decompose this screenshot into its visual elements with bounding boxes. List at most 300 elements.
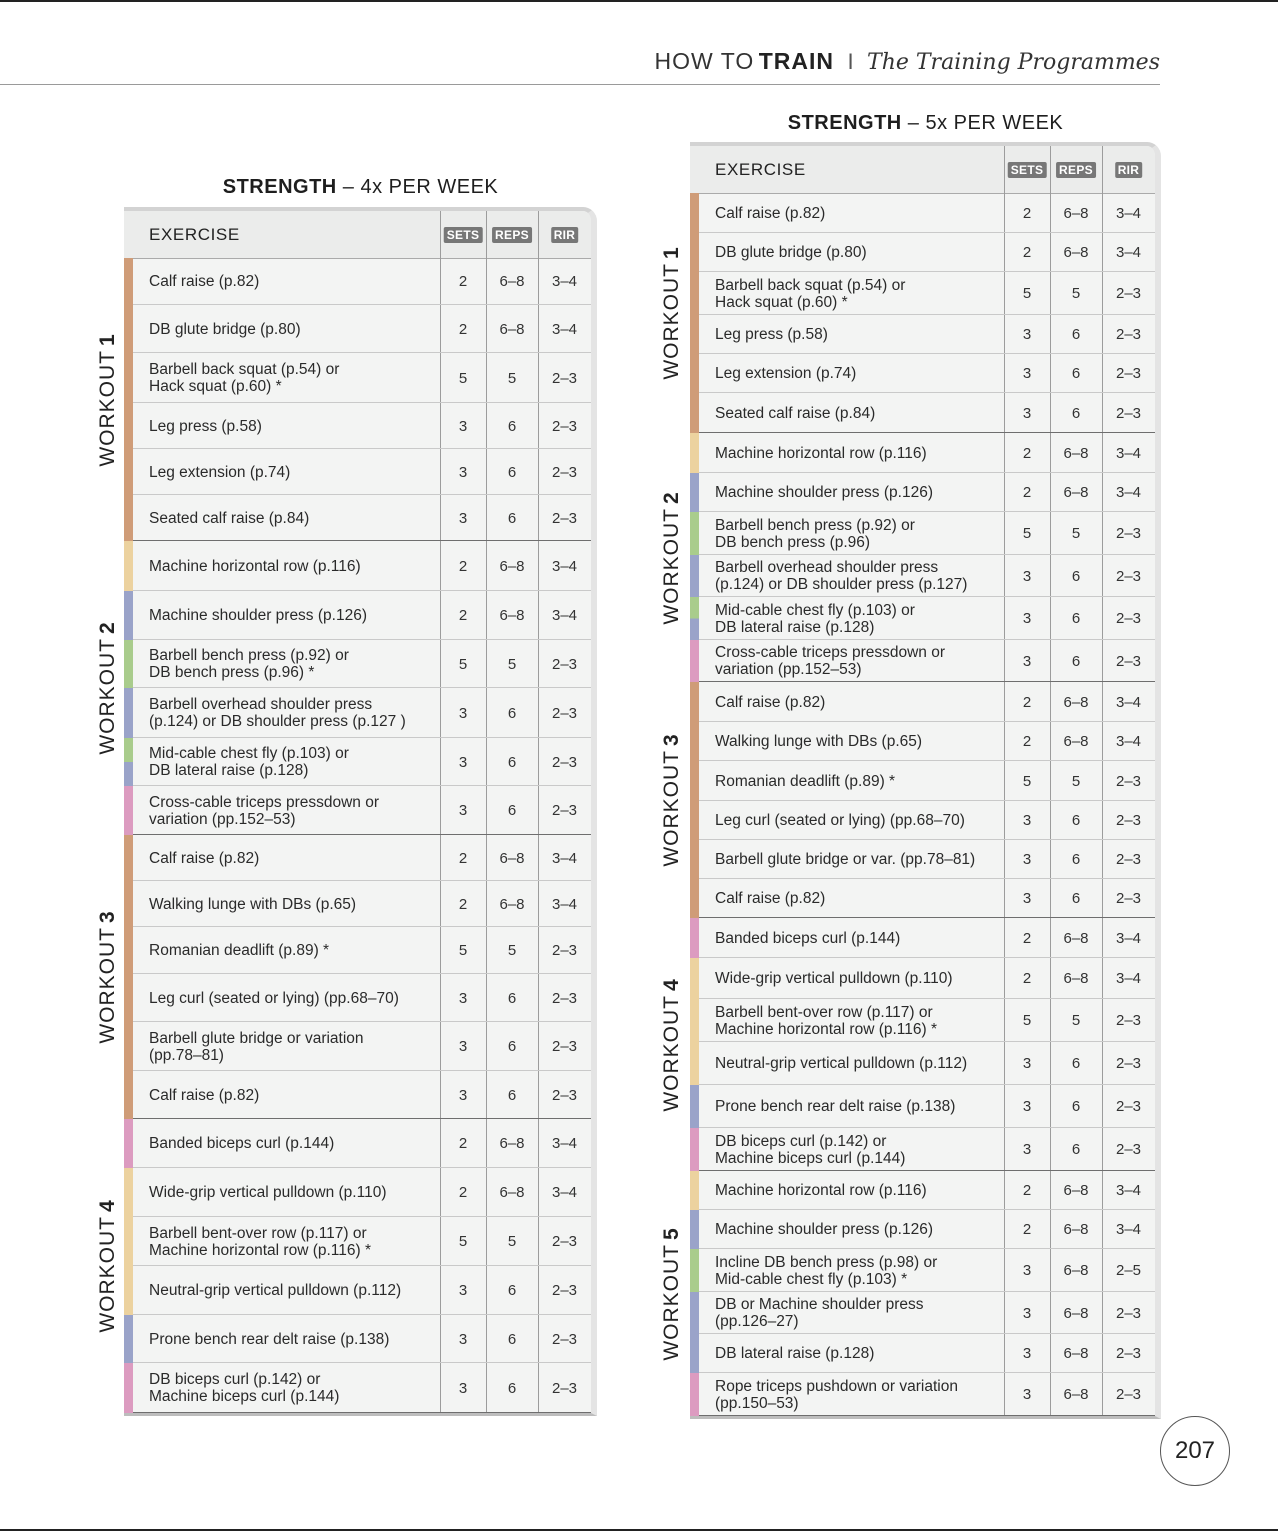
exercise-name: Barbell overhead shoulder press (p.124) or DB shoulder press (p.127) (715, 559, 968, 593)
rir-value: 2–3 (1115, 285, 1142, 302)
exercise-name: Machine horizontal row (p.116) (715, 1182, 927, 1199)
table-row (124, 353, 591, 403)
rir-value: 3–4 (551, 1135, 578, 1152)
sets-value: 3 (458, 1379, 468, 1397)
sets-value: 3 (1022, 365, 1032, 382)
sets-value: 5 (458, 942, 468, 959)
category-color-bar (124, 591, 133, 640)
category-color-bar (690, 1334, 699, 1373)
exercise-name: DB glute bridge (p.80) (715, 244, 867, 261)
reps-value: 5 (507, 1233, 517, 1250)
category-color-bar (124, 1168, 133, 1217)
workout-label-number: 4 (660, 977, 683, 991)
rir-value: 2–3 (1115, 326, 1142, 343)
column-divider (1102, 1373, 1103, 1416)
column-divider (1050, 840, 1051, 879)
table-row (690, 1292, 1155, 1334)
reps-value: 6 (1071, 326, 1081, 343)
table-row (690, 315, 1155, 354)
top-rule (0, 0, 1278, 2)
category-color-bar (124, 738, 133, 786)
rir-value: 2–5 (1115, 1262, 1142, 1279)
reps-value: 5 (1071, 1012, 1081, 1029)
category-color-bar (124, 1315, 133, 1363)
exercise-name: Barbell back squat (p.54) or Hack squat (p.60) * (715, 276, 906, 311)
header-reps-badge: REPS (1056, 162, 1096, 178)
workout-label-word: WORKOUT (660, 750, 683, 867)
column-divider (440, 1217, 441, 1266)
column-divider (1102, 918, 1103, 958)
table-row (124, 591, 591, 640)
column-divider (1050, 597, 1051, 640)
header-section: HOW TO (654, 48, 755, 74)
column-divider (440, 211, 441, 258)
column-divider (1004, 315, 1005, 354)
workout-3-label (96, 910, 120, 1043)
workout-label-number: 3 (96, 910, 119, 924)
sets-value: 3 (458, 463, 468, 481)
column-divider (1050, 761, 1051, 801)
table-row (690, 801, 1155, 840)
workout-4-label (96, 1199, 120, 1332)
exercise-name: Barbell back squat (p.54) or Hack squat (p.60) * (149, 361, 340, 395)
column-divider (440, 927, 441, 974)
category-color-bar (690, 433, 699, 473)
table-header (124, 211, 591, 259)
column-divider (486, 495, 487, 541)
column-divider (486, 403, 487, 449)
column-divider (486, 927, 487, 974)
column-divider (1050, 682, 1051, 722)
column-divider (1004, 1171, 1005, 1210)
workout-label-number: 3 (660, 733, 683, 747)
column-divider (1102, 1249, 1103, 1292)
table-row (124, 1315, 591, 1363)
exercise-name: Wide-grip vertical pulldown (p.110) (715, 970, 953, 987)
column-divider (1004, 640, 1005, 682)
column-divider (538, 1363, 539, 1413)
reps-value: 5 (507, 655, 517, 673)
workout-label-number: 2 (660, 490, 683, 504)
exercise-name: Cross-cable triceps pressdown or variation (pp.152–53) (149, 793, 380, 828)
column-divider (486, 881, 487, 927)
workout-label-word: WORKOUT (96, 927, 119, 1044)
rir-value: 3–4 (1115, 693, 1142, 711)
column-divider (1102, 315, 1103, 354)
column-divider (1050, 1128, 1051, 1171)
rir-value: 3–4 (1115, 244, 1142, 261)
reps-value: 6–8 (1063, 1345, 1089, 1362)
exercise-name: Banded biceps curl (p.144) (715, 929, 901, 947)
column-divider (1050, 233, 1051, 272)
program-title-bold: STRENGTH (787, 112, 902, 134)
column-divider (1102, 233, 1103, 272)
column-divider (538, 927, 539, 974)
column-divider (486, 688, 487, 738)
column-divider (440, 881, 441, 927)
exercise-name: Machine shoulder press (p.126) (715, 484, 933, 501)
rir-value: 2–3 (1115, 610, 1142, 627)
sets-value: 3 (1022, 1141, 1032, 1158)
rir-value: 2–3 (1115, 890, 1142, 907)
category-color-bar (690, 682, 699, 722)
column-divider (1004, 999, 1005, 1042)
column-divider (1050, 1249, 1051, 1292)
column-divider (440, 640, 441, 688)
category-color-bar (690, 722, 699, 761)
table-row (124, 1022, 591, 1071)
reps-value: 6 (1071, 610, 1081, 627)
column-divider (440, 1266, 441, 1315)
column-divider (1004, 272, 1005, 315)
sets-value: 5 (1022, 525, 1032, 542)
sets-value: 3 (1022, 851, 1032, 868)
column-divider (1102, 682, 1103, 722)
category-color-bar (690, 1128, 699, 1171)
column-divider (486, 974, 487, 1022)
exercise-name: Leg press (p.58) (149, 417, 262, 435)
table-row (124, 640, 591, 688)
category-color-bar (124, 786, 133, 835)
column-divider (486, 353, 487, 403)
category-color-bar (690, 1085, 699, 1128)
program-title-frequency: – 4x PER WEEK (336, 176, 499, 198)
exercise-name: Calf raise (p.82) (149, 1086, 260, 1104)
column-divider (440, 1022, 441, 1071)
workout-label-word: WORKOUT (660, 263, 683, 380)
reps-value: 6 (507, 704, 517, 722)
column-divider (1004, 840, 1005, 879)
exercise-name: Calf raise (p.82) (149, 273, 260, 290)
table-row (690, 512, 1155, 555)
column-divider (1102, 512, 1103, 555)
program-title-frequency: – 5x PER WEEK (901, 112, 1064, 134)
rir-value: 3–4 (551, 607, 578, 624)
sets-value: 3 (458, 509, 468, 527)
sets-value: 2 (458, 895, 468, 913)
sets-value: 2 (1022, 1182, 1032, 1199)
category-color-bar (690, 393, 699, 433)
exercise-name: Rope triceps pushdown or variation (pp.150–53) (715, 1377, 958, 1412)
column-divider (1050, 146, 1051, 193)
rir-value: 3–4 (1115, 444, 1142, 462)
column-divider (538, 305, 539, 353)
sets-value: 2 (458, 320, 468, 338)
rir-value: 2–3 (551, 1330, 578, 1348)
reps-value: 6 (507, 1330, 517, 1348)
column-divider (1050, 958, 1051, 999)
exercise-table (690, 142, 1161, 1419)
rir-value: 2–3 (1115, 1098, 1142, 1115)
reps-value: 6–8 (1063, 693, 1089, 711)
rir-value: 3–4 (1115, 204, 1142, 222)
table-row (124, 1168, 591, 1217)
column-divider (486, 1022, 487, 1071)
header-subtitle: The Training Programmes (867, 50, 1160, 75)
column-divider (486, 1363, 487, 1413)
category-color-bar (690, 1042, 699, 1085)
column-divider (1102, 1334, 1103, 1373)
header-rir-badge: RIR (551, 227, 579, 243)
column-divider (538, 786, 539, 835)
table-row (124, 835, 591, 881)
exercise-name: Walking lunge with DBs (p.65) (149, 895, 357, 913)
header-exercise: EXERCISE (715, 159, 806, 179)
table-row (124, 305, 591, 353)
reps-value: 6 (1071, 404, 1081, 422)
exercise-name: Barbell bent-over row (p.117) or Machine horizontal row (p.116) * (715, 1003, 937, 1038)
sets-value: 3 (1022, 404, 1032, 422)
sets-value: 2 (1022, 444, 1032, 462)
table-row (690, 918, 1155, 958)
rir-value: 2–3 (551, 942, 578, 959)
rir-value: 2–3 (551, 417, 578, 435)
rir-value: 2–3 (551, 655, 578, 673)
table-row (690, 640, 1155, 682)
rir-value: 3–4 (551, 273, 578, 290)
category-color-bar (690, 918, 699, 958)
table-row (124, 738, 591, 786)
table-header (690, 146, 1155, 194)
exercise-name: Leg curl (seated or lying) (pp.68–70) (715, 812, 965, 829)
sets-value: 5 (458, 1233, 468, 1250)
column-divider (1102, 354, 1103, 393)
column-divider (1004, 393, 1005, 433)
sets-value: 3 (458, 1038, 468, 1055)
column-divider (486, 449, 487, 495)
reps-value: 6–8 (1063, 204, 1089, 222)
sets-value: 2 (1022, 484, 1032, 501)
program-title (124, 176, 597, 199)
category-color-bar (690, 597, 699, 640)
category-color-bar (124, 1022, 133, 1071)
sets-value: 3 (1022, 652, 1032, 670)
reps-value: 6–8 (499, 849, 525, 867)
column-divider (440, 1168, 441, 1217)
reps-value: 5 (1071, 772, 1081, 790)
rir-value: 3–4 (551, 895, 578, 913)
reps-value: 6–8 (499, 557, 525, 575)
column-divider (1004, 761, 1005, 801)
column-divider (1004, 146, 1005, 193)
exercise-name: DB or Machine shoulder press (pp.126–27) (715, 1296, 924, 1330)
category-color-bar (124, 1217, 133, 1266)
sets-value: 2 (1022, 929, 1032, 947)
exercise-name: Neutral-grip vertical pulldown (p.112) (715, 1055, 968, 1072)
category-color-bar (124, 305, 133, 353)
rir-value: 2–3 (1115, 567, 1142, 585)
workout-2-label (96, 621, 120, 754)
column-divider (538, 835, 539, 881)
sets-value: 3 (1022, 1386, 1032, 1403)
column-divider (1050, 555, 1051, 597)
reps-value: 6 (507, 463, 517, 481)
column-divider (538, 1071, 539, 1119)
column-divider (1004, 801, 1005, 840)
category-color-bar (124, 449, 133, 495)
workout-1-label (660, 246, 684, 379)
rir-value: 2–3 (551, 463, 578, 481)
column-divider (1050, 193, 1051, 233)
reps-value: 6 (507, 1086, 517, 1104)
rir-value: 3–4 (551, 557, 578, 575)
exercise-name: DB lateral raise (p.128) (715, 1345, 875, 1362)
table-row (690, 597, 1155, 640)
exercise-name: Barbell glute bridge or var. (pp.78–81) (715, 851, 976, 868)
exercise-name: Neutral-grip vertical pulldown (p.112) (149, 1282, 402, 1299)
exercise-name: DB biceps curl (p.142) or Machine biceps curl (p.144) (715, 1132, 906, 1167)
reps-value: 6–8 (1063, 244, 1089, 261)
table-row (690, 761, 1155, 801)
category-color-bar (124, 541, 133, 591)
category-color-bar (690, 1373, 699, 1416)
sets-value: 5 (1022, 1012, 1032, 1029)
column-divider (538, 403, 539, 449)
rir-value: 2–3 (551, 509, 578, 527)
workout-label-word: WORKOUT (660, 507, 683, 625)
reps-value: 6–8 (1063, 1182, 1089, 1199)
table-row (124, 258, 591, 305)
column-divider (1004, 1373, 1005, 1416)
sets-value: 3 (1022, 1055, 1032, 1072)
rir-value: 3–4 (1115, 929, 1142, 947)
rir-value: 2–3 (1115, 772, 1142, 790)
workout-label-number: 5 (660, 1226, 683, 1240)
column-divider (440, 1315, 441, 1363)
column-divider (1102, 1085, 1103, 1128)
header-sets-badge: SETS (444, 227, 483, 243)
category-color-bar (690, 801, 699, 840)
workout-label-number: 1 (660, 246, 683, 260)
table-row (690, 193, 1155, 233)
exercise-name: Incline DB bench press (p.98) or Mid-cable chest fly (p.103) * (715, 1253, 938, 1288)
exercise-name: Leg extension (p.74) (715, 365, 857, 382)
category-color-bar (690, 354, 699, 393)
table-row (124, 1119, 591, 1168)
rir-value: 2–3 (551, 1282, 578, 1299)
workout-label-number: 2 (96, 621, 119, 635)
rir-value: 3–4 (1115, 733, 1142, 750)
column-divider (538, 688, 539, 738)
reps-value: 6 (507, 509, 517, 527)
exercise-name: Barbell glute bridge or variation (pp.78–81) (149, 1029, 364, 1064)
column-divider (538, 881, 539, 927)
reps-value: 6 (507, 802, 517, 819)
reps-value: 6–8 (499, 1184, 525, 1201)
column-divider (538, 1266, 539, 1315)
column-divider (1102, 555, 1103, 597)
column-divider (1004, 682, 1005, 722)
reps-value: 6–8 (1063, 970, 1089, 987)
exercise-name: Machine horizontal row (p.116) (149, 557, 361, 575)
column-divider (538, 1217, 539, 1266)
reps-value: 6–8 (1063, 929, 1089, 947)
column-divider (486, 541, 487, 591)
exercise-name: Prone bench rear delt raise (p.138) (149, 1330, 390, 1348)
table-row (690, 433, 1155, 473)
exercise-name: Cross-cable triceps pressdown or variation (pp.152–53) (715, 644, 946, 678)
column-divider (440, 974, 441, 1022)
table-row (690, 958, 1155, 999)
column-divider (486, 1168, 487, 1217)
sets-value: 3 (1022, 610, 1032, 627)
column-divider (486, 786, 487, 835)
reps-value: 6 (507, 1379, 517, 1397)
sets-value: 2 (1022, 970, 1032, 987)
column-divider (1050, 1373, 1051, 1416)
header-section-bold: TRAIN (758, 48, 834, 74)
reps-value: 6 (1071, 851, 1081, 868)
column-divider (1050, 473, 1051, 512)
rir-value: 2–3 (1115, 1012, 1142, 1029)
column-divider (1102, 879, 1103, 918)
column-divider (538, 495, 539, 541)
rir-value: 3–4 (551, 849, 578, 867)
exercise-name: Banded biceps curl (p.144) (149, 1135, 335, 1152)
column-divider (1050, 272, 1051, 315)
column-divider (486, 1119, 487, 1168)
column-divider (440, 688, 441, 738)
column-divider (1102, 761, 1103, 801)
column-divider (486, 211, 487, 258)
exercise-name: Barbell overhead shoulder press (p.124) or DB shoulder press (p.127 ) (149, 696, 406, 730)
category-color-bar (690, 640, 699, 682)
column-divider (1004, 354, 1005, 393)
rir-value: 2–3 (551, 802, 578, 819)
column-divider (1102, 473, 1103, 512)
reps-value: 6 (507, 1038, 517, 1055)
reps-value: 6 (1071, 1055, 1081, 1072)
sets-value: 3 (1022, 890, 1032, 907)
column-divider (1004, 433, 1005, 473)
table-row (124, 688, 591, 738)
row-divider (699, 1415, 1155, 1417)
sets-value: 3 (458, 704, 468, 722)
column-divider (1004, 1210, 1005, 1249)
column-divider (440, 353, 441, 403)
exercise-name: Romanian deadlift (p.89) * (715, 772, 896, 790)
column-divider (538, 591, 539, 640)
category-color-bar (690, 512, 699, 555)
category-color-bar (124, 403, 133, 449)
category-color-bar (124, 258, 133, 305)
rir-value: 2–3 (551, 1086, 578, 1104)
page-number: 207 (1160, 1416, 1230, 1486)
column-divider (1050, 1085, 1051, 1128)
column-divider (1050, 512, 1051, 555)
column-divider (1050, 1042, 1051, 1085)
column-divider (538, 1022, 539, 1071)
column-divider (1004, 918, 1005, 958)
reps-value: 5 (507, 942, 517, 959)
sets-value: 5 (458, 369, 468, 387)
workout-label-word: WORKOUT (660, 994, 683, 1112)
category-color-bar (124, 495, 133, 541)
sets-value: 3 (458, 1330, 468, 1348)
column-divider (1102, 1210, 1103, 1249)
exercise-table (124, 207, 597, 1416)
column-divider (486, 1217, 487, 1266)
table-row (690, 555, 1155, 597)
column-divider (486, 640, 487, 688)
table-row (124, 786, 591, 835)
workout-1-label (96, 333, 120, 466)
rir-value: 2–3 (1115, 365, 1142, 382)
rir-value: 2–3 (1115, 652, 1142, 670)
sets-value: 3 (1022, 326, 1032, 343)
program-title-bold: STRENGTH (222, 176, 337, 198)
column-divider (440, 1119, 441, 1168)
